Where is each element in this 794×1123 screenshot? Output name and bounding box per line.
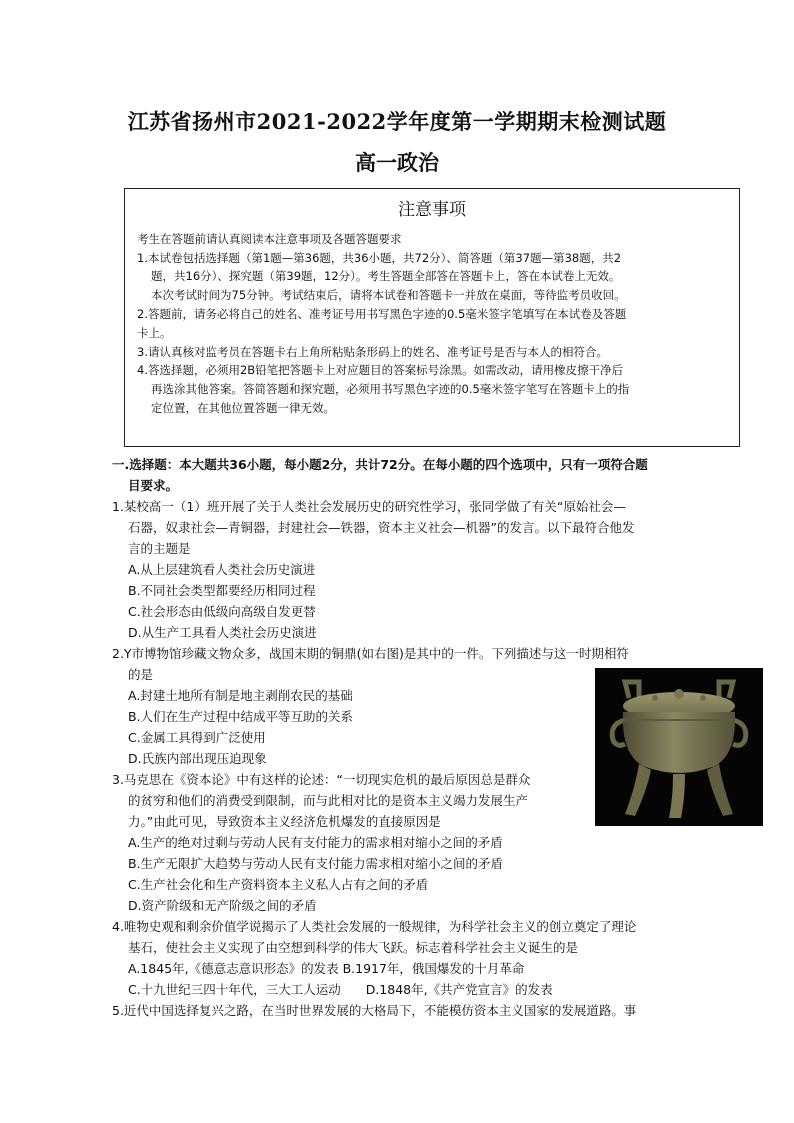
question-2-stem: 2.Y市博物馆珍藏文物众多，战国末期的铜鼎(如右图)是其中的一件。下列描述与这一时期相符 xyxy=(112,646,629,661)
question-1-stem: 石器，奴隶社会—青铜器，封建社会—铁器，资本主义社会—机器”的发言。以下最符合他发 xyxy=(128,520,635,535)
question-2-stem: 的是 xyxy=(128,667,154,682)
question-1-option-c: C.社会形态由低级向高级自发更替 xyxy=(128,604,316,619)
question-3-option-d: D.资产阶级和无产阶级之间的矛盾 xyxy=(128,898,317,913)
notice-line: 卡上。 xyxy=(137,325,172,340)
question-2-option-b: B.人们在生产过程中结成平等互助的关系 xyxy=(128,709,354,724)
question-3-stem: 的贫穷和他们的消费受到限制，而与此相对比的是资本主义竭力发展生产 xyxy=(128,793,529,808)
section-heading-cont: 目要求。 xyxy=(128,478,179,493)
notice-intro: 考生在答题前请认真阅读本注意事项及各题答题要求 xyxy=(137,231,402,246)
bronze-ding-photo xyxy=(595,668,763,826)
question-3-stem: 力。”由此可见，导致资本主义经济危机爆发的直接原因是 xyxy=(128,814,441,829)
exam-title: 江苏省扬州市2021-2022学年度第一学期期末检测试题 xyxy=(127,109,667,134)
question-3-option-c: C.生产社会化和生产资料资本主义私人占有之间的矛盾 xyxy=(128,877,429,892)
question-2-option-c: C.金属工具得到广泛使用 xyxy=(128,730,266,745)
question-4-options-ab: A.1845年,《德意志意识形态》的发表 B.1917年，俄国爆发的十月革命 xyxy=(128,961,525,976)
notice-line: 2.答题前，请务必将自己的姓名、准考证号用书写黑色字迹的0.5毫米签字笔填写在本试卷及答题 xyxy=(137,306,627,321)
notice-line: 定位置，在其他位置答题一律无效。 xyxy=(151,400,335,415)
section-heading: 一.选择题：本大题共36小题，每小题2分，共计72分。在每小题的四个选项中，只有一项符合题 xyxy=(112,457,648,472)
question-1-stem: 言的主题是 xyxy=(128,541,191,556)
exam-subtitle: 高一政治 xyxy=(355,150,439,175)
question-1-stem: 1.某校高一（1）班开展了关于人类社会发展历史的研究性学习，张同学做了有关“原始社会— xyxy=(112,499,626,514)
question-1-option-d: D.从生产工具看人类社会历史演进 xyxy=(128,625,317,640)
question-4-stem: 基石，使社会主义实现了由空想到科学的伟大飞跃。标志着科学社会主义诞生的是 xyxy=(128,940,579,955)
question-3-option-a: A.生产的绝对过剩与劳动人民有支付能力的需求相对缩小之间的矛盾 xyxy=(128,835,503,850)
question-5-stem: 5.近代中国选择复兴之路，在当时世界发展的大格局下，不能模仿资本主义国家的发展道路。事 xyxy=(112,1003,637,1018)
question-1-option-b: B.不同社会类型都要经历相同过程 xyxy=(128,583,316,598)
notice-line: 3.请认真核对监考员在答题卡右上角所粘贴条形码上的姓名、准考证号是否与本人的相符合。 xyxy=(137,344,608,359)
question-3-stem: 3.马克思在《资本论》中有这样的论述：“一切现实危机的最后原因总是群众 xyxy=(112,772,531,787)
notice-box xyxy=(124,188,740,447)
notice-line: 本次考试时间为75分钟。考试结束后，请将本试卷和答题卡一并放在桌面，等待监考员收回。 xyxy=(151,288,626,303)
notice-line: 1.本试卷包括选择题（第1题—第36题，共36小题，共72分）、简答题（第37题—第38题，共2 xyxy=(137,250,622,265)
question-1-option-a: A.从上层建筑看人类社会历史演进 xyxy=(128,562,316,577)
question-4-stem: 4.唯物史观和剩余价值学说揭示了人类社会发展的一般规律，为科学社会主义的创立奠定了理论 xyxy=(112,919,637,934)
question-4-options-cd: C.十九世纪三四十年代，三大工人运动 D.1848年,《共产党宣言》的发表 xyxy=(128,982,553,997)
notice-heading: 注意事项 xyxy=(398,200,466,220)
notice-line: 题，共16分）、探究题（第39题，12分）。考生答题全部答在答题卡上，答在本试卷上无效。 xyxy=(151,269,621,284)
bronze-ding-image xyxy=(595,668,763,826)
question-3-option-b: B.生产无限扩大趋势与劳动人民有支付能力需求相对缩小之间的矛盾 xyxy=(128,856,504,871)
notice-line: 再选涂其他答案。答简答题和探究题，必须用书写黑色字迹的0.5毫米签字笔写在答题卡上的指 xyxy=(151,382,630,397)
question-2-option-a: A.封建土地所有制是地主剥削农民的基础 xyxy=(128,688,353,703)
question-2-option-d: D.氏族内部出现压迫现象 xyxy=(128,751,267,766)
notice-line: 4.答选择题，必须用2B铅笔把答题卡上对应题目的答案标号涂黑。如需改动，请用橡皮擦干净后 xyxy=(137,363,624,378)
